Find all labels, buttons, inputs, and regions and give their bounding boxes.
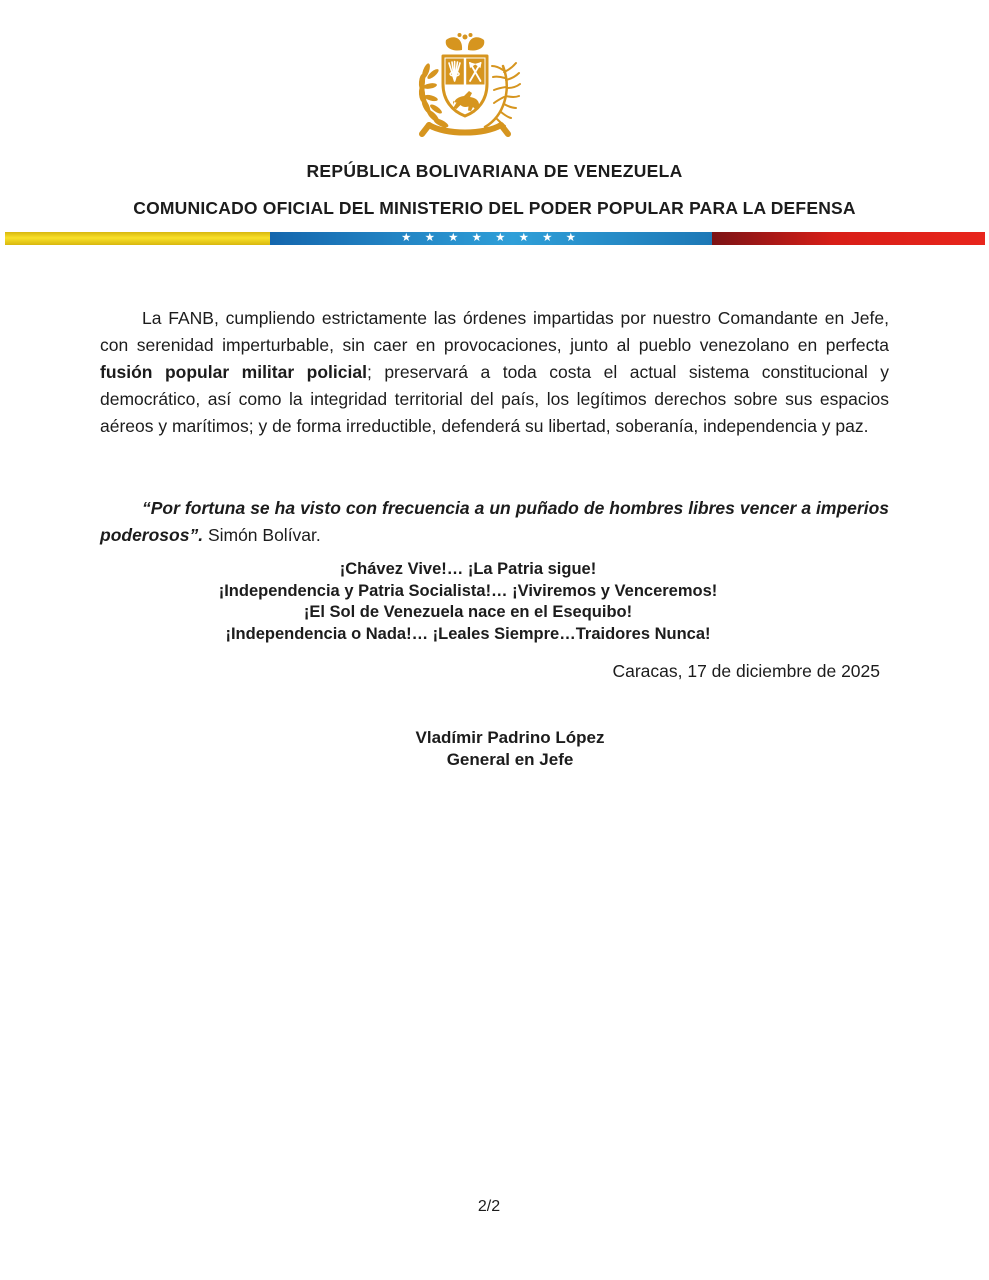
quote-text: “Por fortuna se ha visto con frecuencia a un puñado de hombres libres vencer a imperios poderosos”. xyxy=(100,497,889,545)
body-paragraph-tail: ; preservará a toda costa el actual sistema constitucional y democrático, así como la integridad territorial del país, los legítimos derechos sobre sus espacios aéreos y marítimos; y de forma irreductible, defenderá su libertad, soberanía, independencia y paz. xyxy=(100,361,889,436)
body-paragraph-bold-phrase: fusión popular militar policial xyxy=(100,361,367,382)
body-paragraph-lead: La FANB, cumpliendo estrictamente las órdenes impartidas por nuestro Comandante en Jefe, con serenidad imperturbable, sin caer en provocaciones, junto al pueblo venezolano en perfecta xyxy=(100,307,889,355)
flag-stars: ★ ★ ★ ★ ★ ★ ★ ★ xyxy=(401,232,581,244)
signature-rank: General en Jefe xyxy=(446,750,574,769)
document-title: REPÚBLICA BOLIVARIANA DE VENEZUELA xyxy=(306,161,683,181)
slogan-line: ¡El Sol de Venezuela nace en el Esequibo! xyxy=(303,603,633,621)
signature-block xyxy=(120,727,900,771)
slogan-line: ¡Independencia y Patria Socialista!… ¡Viviremos y Venceremos! xyxy=(218,581,718,600)
flag-bar xyxy=(5,232,985,245)
flag-red-segment xyxy=(712,232,985,245)
body-paragraph xyxy=(100,305,889,440)
flag-blue-segment xyxy=(270,232,712,245)
venezuela-coat-of-arms-icon xyxy=(409,28,521,144)
slogan-line: ¡Chávez Vive!… ¡La Patria sigue! xyxy=(339,560,597,578)
page-number: 2/2 xyxy=(477,1198,501,1215)
dateline: Caracas, 17 de diciembre de 2025 xyxy=(612,661,880,681)
flag-yellow-segment xyxy=(5,232,270,245)
document-subtitle: COMUNICADO OFICIAL DEL MINISTERIO DEL PODER POPULAR PARA LA DEFENSA xyxy=(133,198,856,218)
bolivar-quote xyxy=(100,495,889,549)
quote-attribution: Simón Bolívar. xyxy=(203,524,321,545)
signature-name: Vladímir Padrino López xyxy=(415,728,605,747)
slogans-block xyxy=(58,559,878,645)
slogan-line: ¡Independencia o Nada!… ¡Leales Siempre…Traidores Nunca! xyxy=(225,624,711,643)
